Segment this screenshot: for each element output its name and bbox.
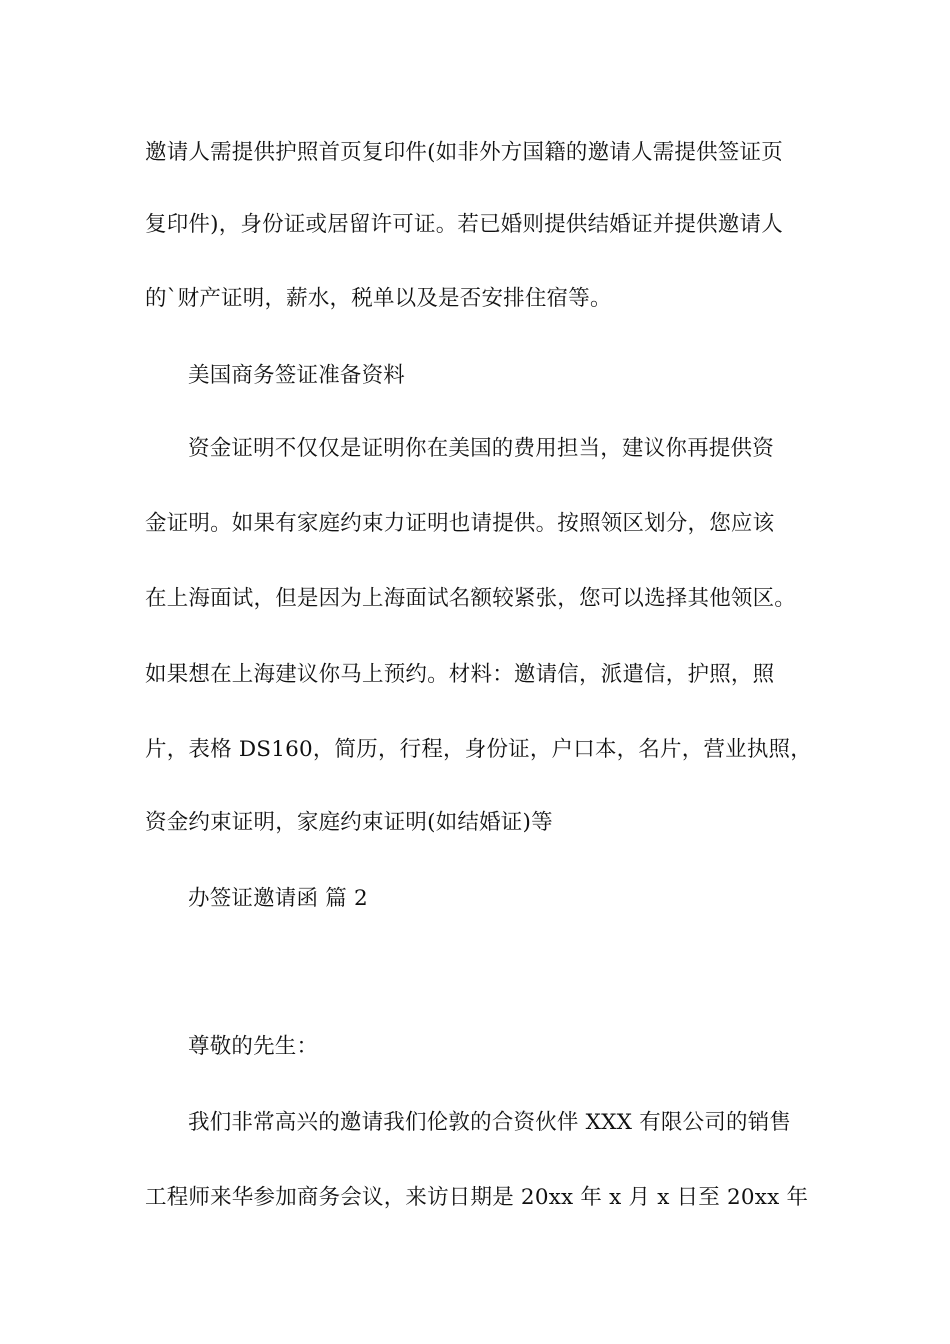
paragraph-line: 工程师来华参加商务会议，来访日期是 20xx 年 x 月 x 日至 20xx 年 — [145, 1185, 809, 1210]
paragraph-line: 复印件)，身份证或居留许可证。若已婚则提供结婚证并提供邀请人 — [145, 212, 783, 237]
paragraph-line: 资金证明不仅仅是证明你在美国的费用担当，建议你再提供资 — [188, 436, 774, 461]
paragraph-line: 我们非常高兴的邀请我们伦敦的合资伙伴 XXX 有限公司的销售 — [188, 1110, 792, 1135]
salutation: 尊敬的先生： — [188, 1034, 319, 1059]
paragraph-line: 在上海面试，但是因为上海面试名额较紧张，您可以选择其他领区。 — [145, 586, 797, 611]
section-heading: 美国商务签证准备资料 — [188, 363, 406, 388]
paragraph-line: 如果想在上海建议你马上预约。材料：邀请信，派遣信，护照，照 — [145, 662, 775, 687]
paragraph-line: 的`财产证明，薪水，税单以及是否安排住宿等。 — [145, 286, 612, 311]
paragraph-line: 片，表格 DS160，简历，行程，身份证，户口本，名片，营业执照， — [145, 737, 812, 762]
paragraph-line: 邀请人需提供护照首页复印件(如非外方国籍的邀请人需提供签证页 — [145, 140, 783, 165]
paragraph-line: 金证明。如果有家庭约束力证明也请提供。按照领区划分，您应该 — [145, 511, 775, 536]
section-heading: 办签证邀请函 篇 2 — [188, 886, 368, 911]
paragraph-line: 资金约束证明，家庭约束证明(如结婚证)等 — [145, 810, 553, 835]
